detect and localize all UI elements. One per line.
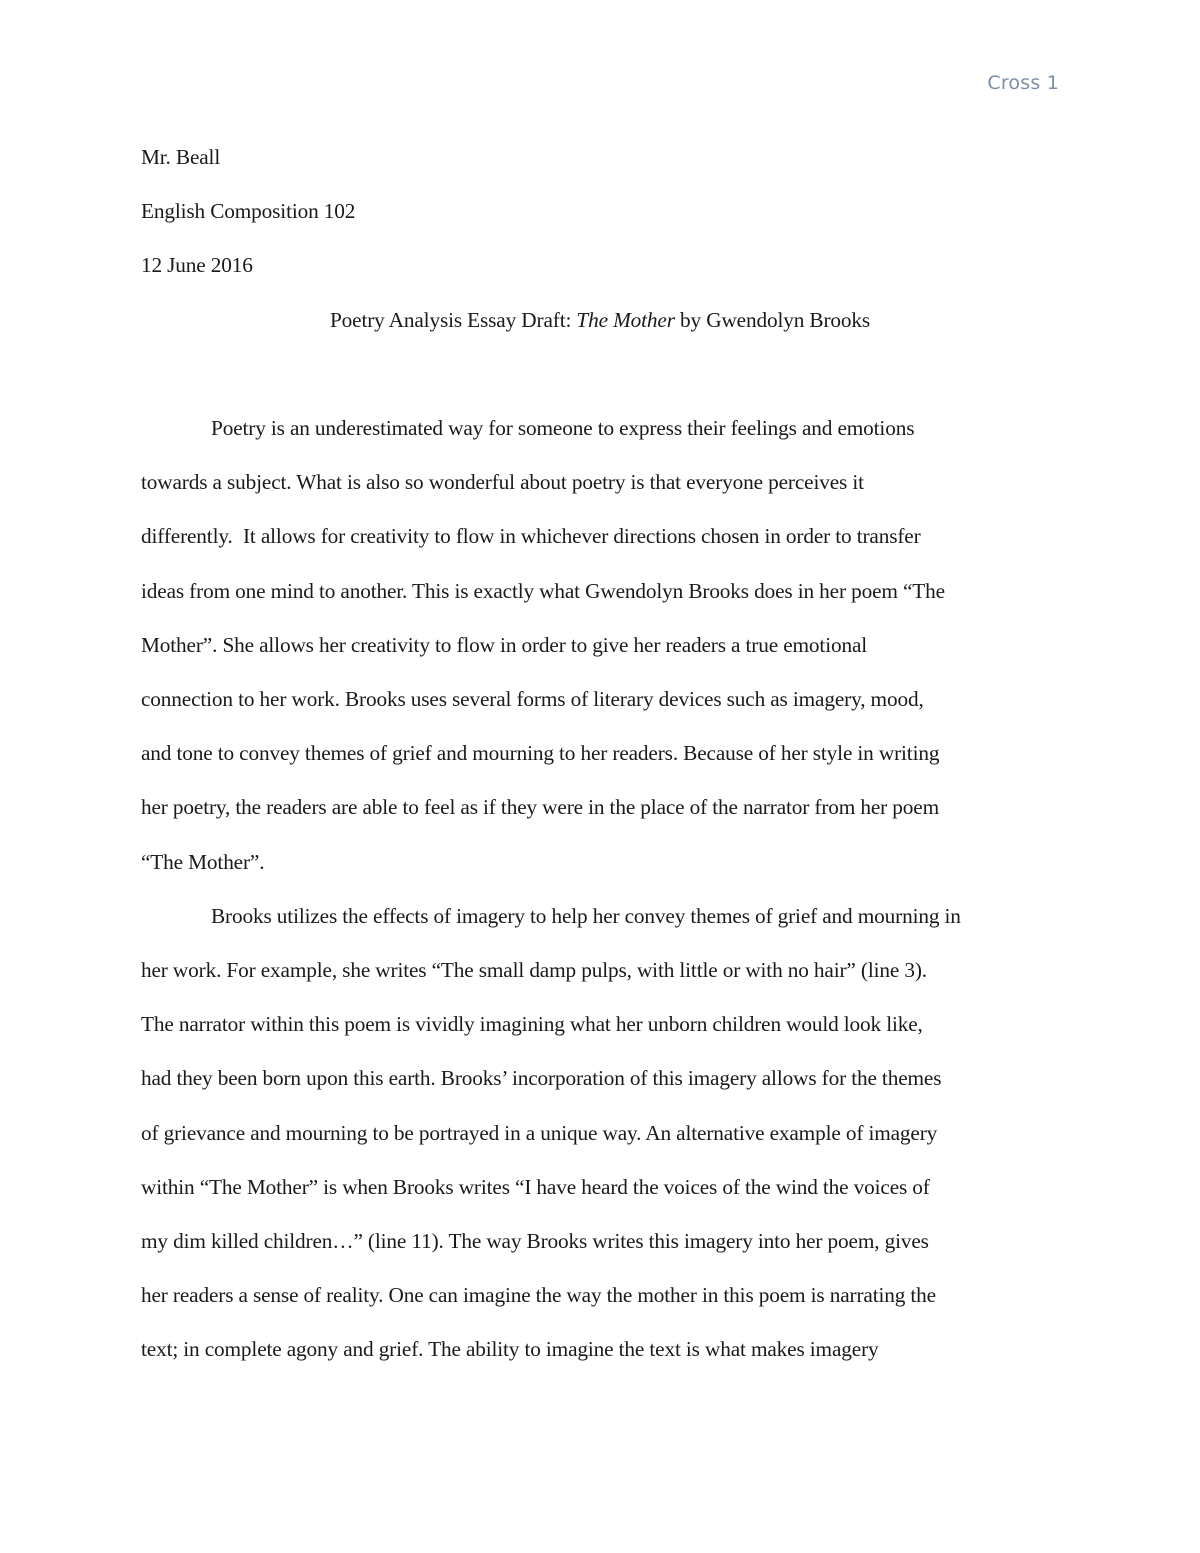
paragraph-line: of grievance and mourning to be portrayed in a unique way. An alternative example of imagery	[141, 1120, 938, 1145]
paragraph-line: her readers a sense of reality. One can imagine the way the mother in this poem is narrating the	[141, 1283, 936, 1308]
paragraph-line: text; in complete agony and grief. The ability to imagine the text is what makes imagery	[141, 1337, 879, 1362]
paragraph-line: Poetry is an underestimated way for someone to express their feelings and emotions	[211, 416, 915, 440]
paragraph-line: Mother”. She allows her creativity to flow in order to give her readers a true emotional	[141, 632, 868, 657]
title-suffix: by Gwendolyn Brooks	[674, 307, 871, 332]
paragraph-line: had they been born upon this earth. Brooks’ incorporation of this imagery allows for the themes	[141, 1066, 942, 1091]
paragraph-line: ideas from one mind to another. This is exactly what Gwendolyn Brooks does in her poem “The	[141, 578, 945, 603]
paragraph-line: The narrator within this poem is vividly imagining what her unborn children would look like,	[141, 1012, 923, 1037]
essay-date: 12 June 2016	[141, 253, 253, 278]
essay-body	[141, 130, 1059, 1377]
paragraph-line: connection to her work. Brooks uses several forms of literary devices such as imagery, mood,	[141, 687, 924, 712]
paragraph-line: her work. For example, she writes “The small damp pulps, with little or with no hair” (line 3).	[141, 958, 927, 983]
instructor-name: Mr. Beall	[141, 145, 221, 169]
course-name: English Composition 102	[141, 199, 356, 224]
paragraph-line: my dim killed children…” (line 11). The way Brooks writes this imagery into her poem, gives	[141, 1229, 929, 1254]
essay-title	[141, 293, 1059, 347]
paragraph-line: and tone to convey themes of grief and mourning to her readers. Because of her style in writing	[141, 741, 940, 766]
paragraph-1	[141, 401, 1059, 889]
title-prefix: Poetry Analysis Essay Draft:	[329, 307, 577, 332]
paragraph-line: her poetry, the readers are able to feel as if they were in the place of the narrator from her poem	[141, 795, 939, 820]
title-work: The Mother	[576, 307, 675, 332]
paragraph-line: Brooks utilizes the effects of imagery to help her convey themes of grief and mourning in	[211, 903, 961, 928]
paragraph-line: differently. It allows for creativity to flow in whichever directions chosen in order to transfer	[141, 524, 921, 549]
paragraph-line: towards a subject. What is also so wonderful about poetry is that everyone perceives it	[141, 470, 864, 495]
running-head: Cross 1	[987, 72, 1059, 94]
paragraph-2	[141, 889, 1059, 1377]
paragraph-line: within “The Mother” is when Brooks writes “I have heard the voices of the wind the voices of	[141, 1174, 930, 1199]
paragraph-line: “The Mother”.	[141, 849, 265, 874]
title-spacer	[141, 347, 1059, 401]
